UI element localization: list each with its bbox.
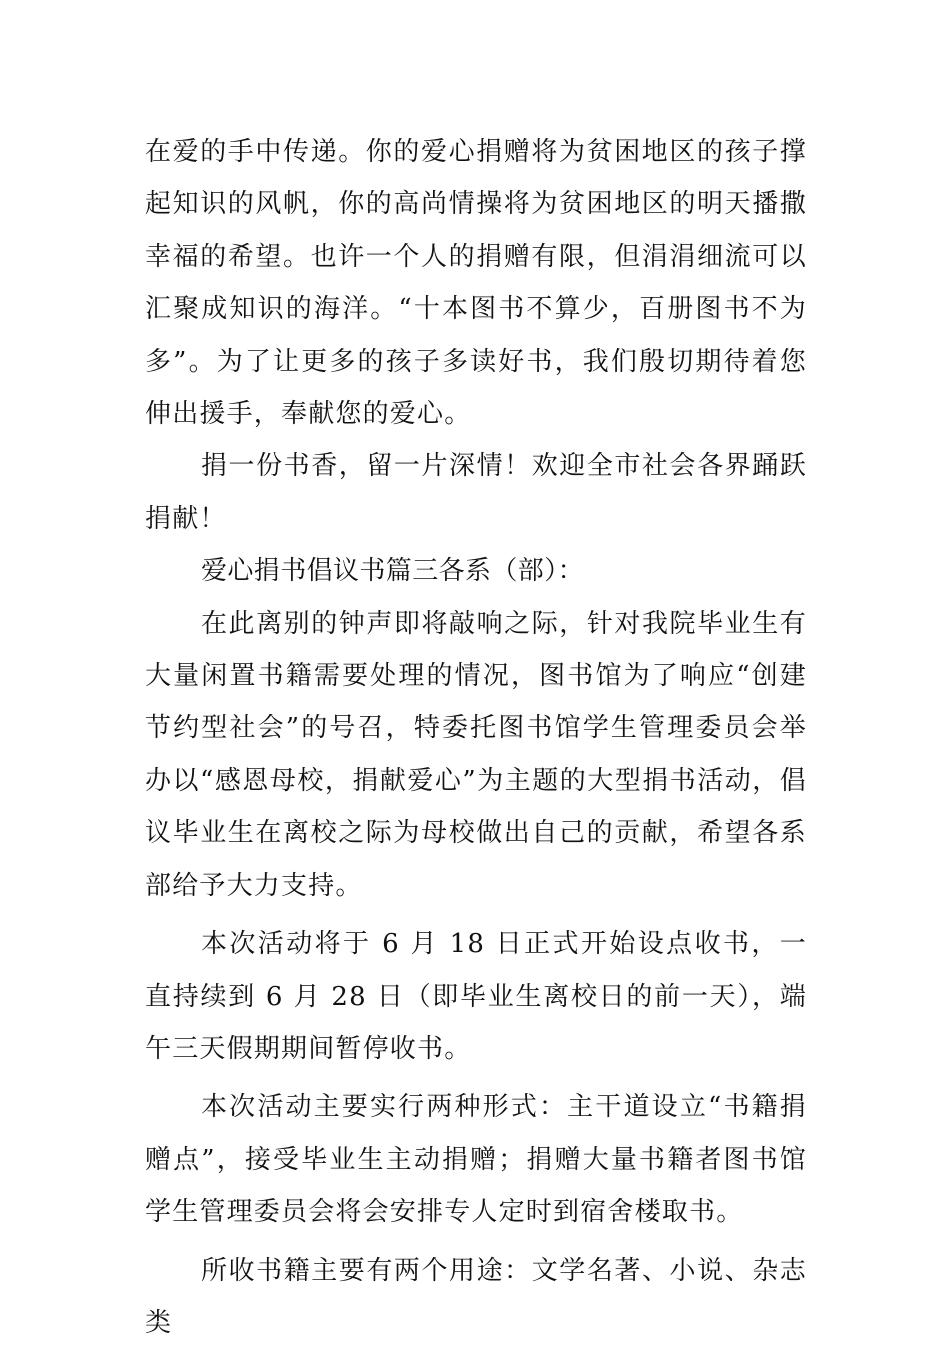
paragraph-call-to-action: 捐一份书香，留一片深情！欢迎全市社会各界踊跃捐献！ [145,451,807,534]
paragraph-activity-intro: 在此离别的钟声即将敲响之际，针对我院毕业生有大量闲置书籍需要处理的情况，图书馆为了响应“创建节约型社会”的号召，特委托图书馆学生管理委员会举办以“感恩母校，捐献爱心”为主题的大型捐书活动，倡议毕业生在离校之际为母校做出自己的贡献，希望各系部给予大力支持。 [145,608,807,901]
section-heading-proposal-three: 爱心捐书倡议书篇三各系（部）： [201,556,585,587]
paragraph-book-usage: 所收书籍主要有两个用途：文学名著、小说、杂志类 [145,1255,807,1338]
document-body [145,126,807,1349]
paragraph-activity-forms: 本次活动主要实行两种形式：主干道设立“书籍捐赠点”，接受毕业生主动捐赠；捐赠大量书籍者图书馆学生管理委员会将会安排专人定时到宿舍楼取书。 [145,1092,807,1228]
paragraph-donation-appeal: 在爱的手中传递。你的爱心捐赠将为贫困地区的孩子撑起知识的风帆，你的高尚情操将为贫困地区的明天播撒幸福的希望。也许一个人的捐赠有限，但涓涓细流可以汇聚成知识的海洋。“十本图书不算少，百册图书不为多”。为了让更多的孩子多读好书，我们殷切期待着您伸出援手，奉献您的爱心。 [145,137,807,430]
paragraph-activity-dates: 本次活动将于 6 月 18 日正式开始设点收书，一直持续到 6 月 28 日（即毕业生离校日的前一天），端午三天假期期间暂停收书。 [145,929,807,1064]
